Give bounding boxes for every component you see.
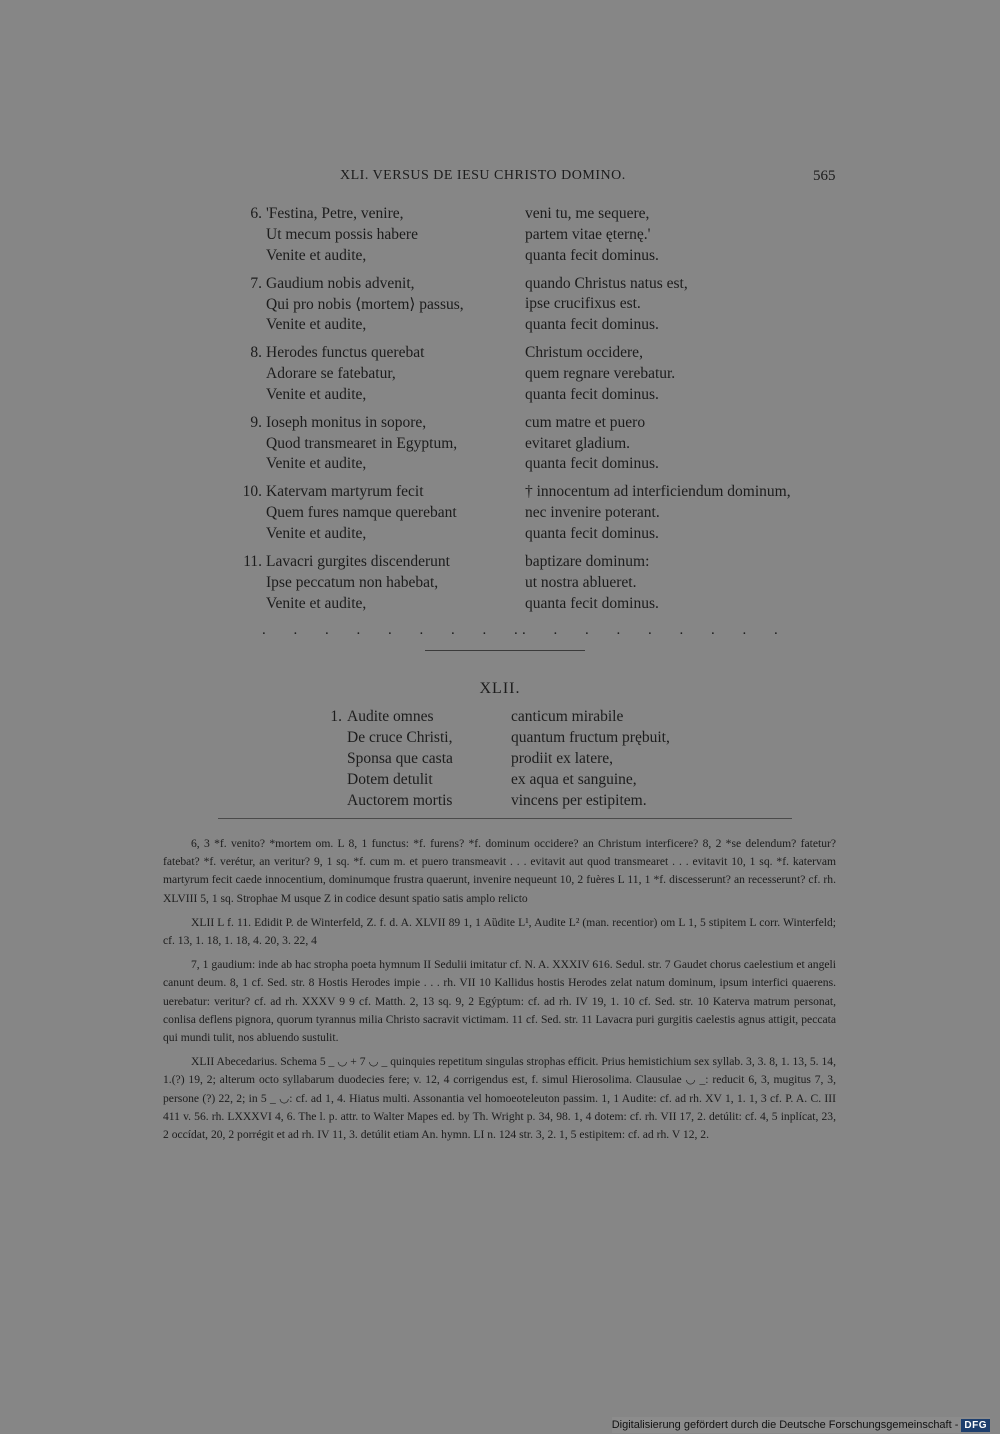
stanza-number: 6.: [250, 205, 262, 222]
verse-line: [0, 247, 1000, 268]
verse-first-hemistich: Ut mecum possis habere: [266, 225, 418, 243]
verse-second-hemistich: Christum occidere,: [525, 344, 643, 362]
verse-first-hemistich: Quem fures namque querebant: [266, 504, 457, 522]
verse-second-hemistich: nec invenire poterant.: [525, 504, 660, 522]
verse-second-hemistich: ex aqua et sanguine,: [511, 770, 637, 788]
verse-second-hemistich: baptizare dominum:: [525, 553, 650, 570]
running-title: XLI. VERSUS DE IESU CHRISTO DOMINO.: [340, 168, 626, 183]
verse-second-hemistich: quanta fecit dominus.: [525, 455, 659, 473]
verse-first-hemistich: Venite et audite,: [266, 525, 367, 542]
verse-first-hemistich: Ioseph monitus in sopore,: [266, 413, 427, 431]
verse-line: [0, 525, 1000, 546]
verse-first-hemistich: Quod transmearet in Egyptum,: [266, 434, 458, 452]
dfg-logo: DFG: [961, 1419, 990, 1432]
verse-line: [0, 226, 1000, 247]
stanza-number: 10.: [242, 483, 262, 501]
verse-line: [0, 504, 1000, 525]
verse-first-hemistich: Audite omnes: [347, 708, 434, 725]
verse-first-hemistich: De cruce Christi,: [347, 728, 453, 746]
verse-first-hemistich: Herodes functus querebat: [266, 344, 425, 362]
verse-line: [0, 750, 1000, 771]
verse-second-hemistich: quanta fecit dominus.: [525, 246, 659, 264]
verse-line: [0, 344, 1000, 365]
verse-first-hemistich: Venite et audite,: [266, 385, 367, 403]
verse-second-hemistich: canticum mirabile: [511, 708, 624, 725]
section-divider: [425, 650, 585, 651]
verse-first-hemistich: Lavacri gurgites discenderunt: [266, 553, 450, 570]
verse-first-hemistich: Adorare se fatebatur,: [266, 365, 396, 382]
footnote-rule: [218, 818, 792, 819]
verse-first-hemistich: Venite et audite,: [266, 316, 367, 334]
verse-line: [0, 553, 1000, 574]
verse-first-hemistich: Katervam martyrum fecit: [266, 483, 424, 501]
page-number: 565: [813, 168, 836, 184]
verse-second-hemistich: quanta fecit dominus.: [525, 594, 659, 612]
verse-line: [0, 275, 1000, 296]
verse-first-hemistich: Venite et audite,: [266, 455, 367, 473]
note-paragraph: 7, 1 gaudium: inde ab hac stropha poeta hymnum II Sedulii imitatur cf. N. A. XXXIV 616. Sedul. str. 7 Gaudet chorus caelestium et angeli canunt deum. 8, 1 cf. Sed. str. 8 Hostis Herodes impie . . . rh. VII 10 Kallidus hostis Herodes zelat natum dominum, ipsum interfici quaerens. uerebatur: veritur? cf. ad rh. XXXV 9 9 cf. Matth. 2, 13 sq. 9, 2 Egýptum: cf. ad rh. IV 19, 1. 10 cf. Sed. str. 10 Katerva matrum personat, conlisa deflens pignora, quorum tyrannus milia Christo sacravit victimam. 11 cf. Sed. str. 11 Lavacra puri gurgitis caelestis agnus attigit, peccata qui mundi tulit, nos abluendo sustulit.: [163, 958, 836, 1045]
ellipsis-right: . . . . . . . . .: [522, 622, 790, 638]
verse-first-hemistich: Venite et audite,: [266, 246, 367, 264]
verse-second-hemistich: quem regnare verebatur.: [525, 365, 676, 382]
verse-line: [0, 205, 1000, 226]
digitization-footer: [612, 1417, 990, 1433]
note-paragraph: XLII L f. 11. Edidit P. de Winterfeld, Z. f. d. A. XLVII 89 1, 1 Aȕdite L¹, Audite L² (man. recentior) om L 1, 5 stipitem L corr. Winterfeld; cf. 13, 1. 18, 1. 18, 4. 20, 3. 22, 4: [163, 915, 836, 948]
verse-second-hemistich: † innocentum ad interficiendum dominum,: [525, 483, 791, 501]
verse-line: [0, 295, 1000, 316]
note-paragraph: 6, 3 *f. venito? *mortem om. L 8, 1 functus: *f. furens? *f. dominum occidere? an Christum interficere? 8, 2 *se delendum? fatetur? fatebat? *f. verétur, an veritur? 9, 1 sq. *f. cum m. et puero transmeavit . . . evitavit aut quod transmearet . . . evitavit 10, 1 sq. *f. katervam martyrum fecit caede innocentium, dominumque frustra quaerunt, invenire nequeunt 10, 2 fuères L 11, 1 *f. discesserunt? an recesserunt? cf. rh. XLVIII 5, 1 sq. Strophae M usque Z in codice desunt spatio satis amplo relicto: [163, 837, 836, 905]
verse-first-hemistich: Auctorem mortis: [347, 791, 453, 809]
verse-line: [0, 771, 1000, 792]
verse-line: [0, 435, 1000, 456]
verse-line: [0, 792, 1000, 813]
ellipsis-left: . . . . . . . . .: [262, 622, 530, 638]
note-paragraph: XLII Abecedarius. Schema 5 _ ◡ + 7 ◡ _ quinquies repetitum singulas strophas efficit. Prius hemistichium sex syllab. 3, 3. 8, 1. 13, 5. 14, 1.(?) 19, 2; alterum octo syllabarum duodecies fere; v. 12, 4 corrigendus est, f. simul Hierosolima. Clausulae ◡ _: reducit 6, 3, mugitus 7, 3, persone (?) 22, 2; in 5 _ ◡: cf. ad 1, 4. Hiatus multi. Assonantia vel homoeoteleuton passim. 1, 1 Audite: cf. ad rh. XV 1, 1. 1, 3 cf. P. A. C. III 411 v. 56. rh. LXXXVI 4, 6. The l. p. attr. to Walter Mapes ed. by Th. Wright p. 34, 98. 1, 4 dotem: cf. rh. VII 17, 2. detúlit: cf. 4, 5 inplícat, 23, 2 occídat, 20, 2 porrégit et ad rh. IV 11, 3. detúlit etiam An. hymn. LI n. 124 str. 3, 2. 1, 5 estipitem: cf. ad rh. V 12, 2.: [163, 1055, 836, 1142]
verse-line: [0, 595, 1000, 616]
verse-second-hemistich: quando Christus natus est,: [525, 274, 688, 292]
verse-line: [0, 455, 1000, 476]
verse-first-hemistich: Gaudium nobis advenit,: [266, 274, 415, 292]
verse-second-hemistich: cum matre et puero: [525, 413, 646, 431]
verse-line: [0, 386, 1000, 407]
verse-second-hemistich: quanta fecit dominus.: [525, 385, 659, 403]
verse-line: [0, 574, 1000, 595]
stanza-number: 1.: [330, 708, 342, 725]
critical-apparatus: [163, 835, 836, 1144]
verse-line: [0, 729, 1000, 750]
verse-second-hemistich: prodiit ex latere,: [511, 749, 613, 767]
verse-second-hemistich: ut nostra ablueret.: [525, 573, 637, 591]
footer-text: Digitalisierung gefördert durch die Deutsche Forschungsgemeinschaft -: [611, 1419, 959, 1431]
verse-first-hemistich: Qui pro nobis ⟨mortem⟩ passus,: [266, 296, 464, 314]
verse-line: [0, 483, 1000, 504]
stanza-number: 7.: [250, 274, 262, 292]
verse-line: [0, 365, 1000, 386]
verse-line: [0, 708, 1000, 729]
poem-number: XLII.: [479, 680, 521, 697]
verse-line: [0, 414, 1000, 435]
verse-second-hemistich: veni tu, me sequere,: [525, 205, 650, 222]
verse-first-hemistich: Dotem detulit: [347, 770, 433, 788]
page-header: [0, 168, 1000, 190]
verse-second-hemistich: partem vitae ęternę.': [525, 225, 651, 243]
verse-line: [0, 316, 1000, 337]
verse-first-hemistich: Sponsa que casta: [347, 749, 453, 767]
verse-second-hemistich: quantum fructum prębuit,: [511, 728, 670, 746]
verse-second-hemistich: ipse crucifixus est.: [525, 295, 641, 313]
verse-first-hemistich: 'Festina, Petre, venire,: [266, 205, 404, 222]
verse-second-hemistich: quanta fecit dominus.: [525, 525, 659, 542]
stanza-number: 11.: [243, 553, 262, 570]
stanza-number: 8.: [250, 344, 262, 362]
verse-first-hemistich: Ipse peccatum non habebat,: [266, 573, 439, 591]
verse-second-hemistich: quanta fecit dominus.: [525, 316, 659, 334]
verse-second-hemistich: vincens per estipitem.: [511, 791, 647, 809]
verse-first-hemistich: Venite et audite,: [266, 594, 367, 612]
stanza-number: 9.: [250, 413, 262, 431]
verse-second-hemistich: evitaret gladium.: [525, 434, 631, 452]
